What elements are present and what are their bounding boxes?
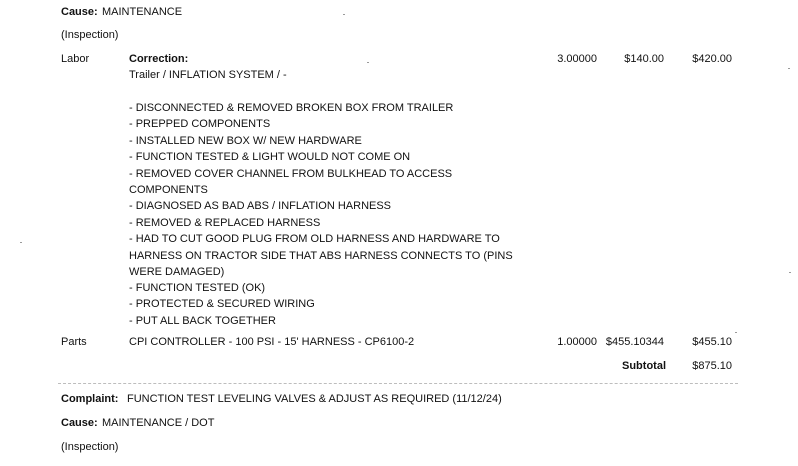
description-line: - DISCONNECTED & REMOVED BROKEN BOX FROM TRAILER <box>129 102 454 114</box>
cause-label: Cause: <box>61 6 98 18</box>
description-line: Trailer / INFLATION SYSTEM / - <box>129 69 287 81</box>
scan-speck <box>789 272 791 273</box>
inspection-label: (Inspection) <box>61 29 119 41</box>
description-line: - DIAGNOSED AS BAD ABS / INFLATION HARNESS <box>129 200 392 212</box>
scan-speck <box>788 68 790 69</box>
description-line: - INSTALLED NEW BOX W/ NEW HARDWARE <box>129 135 362 147</box>
description-line: - REMOVED COVER CHANNEL FROM BULKHEAD TO ACCESS <box>129 168 453 180</box>
description-line: - HAD TO CUT GOOD PLUG FROM OLD HARNESS AND HARDWARE TO <box>129 233 500 245</box>
subtotal-value: $875.10 <box>692 360 732 372</box>
description-line: - REMOVED & REPLACED HARNESS <box>129 217 321 229</box>
scan-speck <box>367 62 369 63</box>
parts-quantity: 1.00000 <box>557 336 597 348</box>
line-type-parts: Parts <box>61 336 87 348</box>
labor-amount: $420.00 <box>692 53 732 65</box>
complaint-label: Complaint: <box>61 393 119 405</box>
parts-amount: $455.10 <box>692 336 732 348</box>
line-type-labor: Labor <box>61 53 90 65</box>
subtotal-label: Subtotal <box>622 360 666 372</box>
inspection-label-2: (Inspection) <box>61 441 119 453</box>
complaint-value: FUNCTION TEST LEVELING VALVES & ADJUST AS REQUIRED (11/12/24) <box>127 393 502 405</box>
cause-value-2: MAINTENANCE / DOT <box>102 417 215 429</box>
description-line: HARNESS ON TRACTOR SIDE THAT ABS HARNESS CONNECTS TO (PINS <box>129 250 513 262</box>
cause-value: MAINTENANCE <box>102 6 183 18</box>
description-line: - FUNCTION TESTED (OK) <box>129 282 266 294</box>
description-line: - FUNCTION TESTED & LIGHT WOULD NOT COME ON <box>129 151 411 163</box>
description-line: COMPONENTS <box>129 184 208 196</box>
description-line: WERE DAMAGED) <box>129 266 225 278</box>
description-line: - PROTECTED & SECURED WIRING <box>129 298 315 310</box>
scan-speck <box>343 14 345 15</box>
description-line: - PREPPED COMPONENTS <box>129 118 271 130</box>
scan-speck <box>735 332 737 333</box>
labor-rate: $140.00 <box>624 53 664 65</box>
correction-label: Correction: <box>129 53 189 65</box>
cause-label-2: Cause: <box>61 417 98 429</box>
section-divider <box>58 383 738 384</box>
labor-quantity: 3.00000 <box>557 53 597 65</box>
parts-description: CPI CONTROLLER - 100 PSI - 15' HARNESS - CP6100-2 <box>129 336 415 348</box>
description-line: - PUT ALL BACK TOGETHER <box>129 315 276 327</box>
parts-rate: $455.10344 <box>605 336 664 348</box>
scan-speck <box>20 242 22 243</box>
